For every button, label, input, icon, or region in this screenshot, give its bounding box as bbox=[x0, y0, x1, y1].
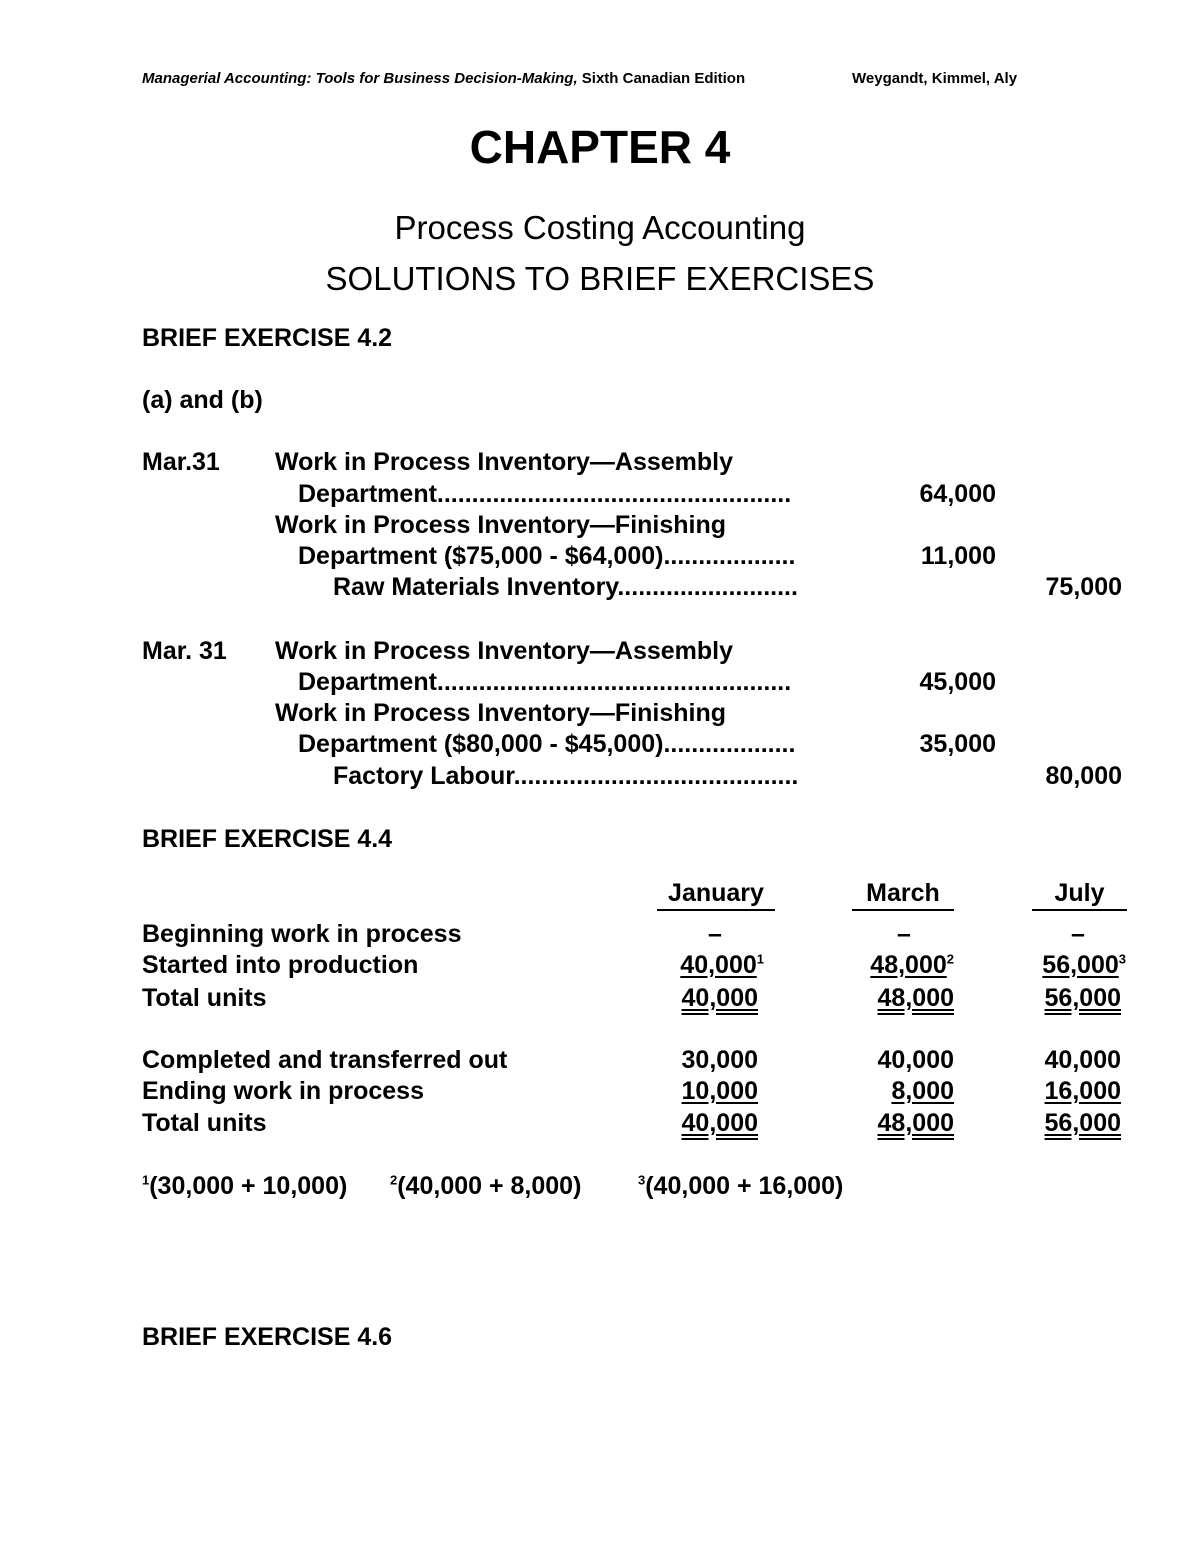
cell-ending-wip-july: 16,000 bbox=[1044, 1077, 1121, 1105]
row-label-ending-wip: Ending work in process bbox=[142, 1077, 424, 1105]
row-label-completed: Completed and transferred out bbox=[142, 1046, 508, 1074]
entry1-debit1-account: Work in Process Inventory—Assembly bbox=[275, 448, 734, 476]
entry2-date: Mar. 31 bbox=[142, 637, 227, 665]
footnote-2-mark: 2 bbox=[390, 1172, 398, 1188]
cell-total-units-2-july: 56,000 bbox=[1044, 1109, 1121, 1137]
entry1-debit2-dept: Department ($75,000 - $64,000)................... bbox=[298, 542, 796, 570]
cell-completed-march: 40,000 bbox=[877, 1046, 954, 1074]
entry2-debit1-account: Work in Process Inventory—Assembly bbox=[275, 637, 734, 665]
entry2-debit2-dept: Department ($80,000 - $45,000)................... bbox=[298, 730, 796, 758]
cell-completed-july: 40,000 bbox=[1044, 1046, 1121, 1074]
cell-started-march-value: 48,000 bbox=[870, 951, 947, 979]
column-header-january: January bbox=[657, 879, 775, 911]
cell-total-units-1-july: 56,000 bbox=[1044, 984, 1121, 1012]
be42-heading: BRIEF EXERCISE 4.2 bbox=[142, 324, 393, 352]
be44-heading: BRIEF EXERCISE 4.4 bbox=[142, 825, 393, 853]
cell-started-january-value: 40,000 bbox=[680, 951, 757, 979]
entry2-debit2-amount: 35,000 bbox=[919, 730, 996, 758]
entry2-credit-account: Factory Labour......................................... bbox=[333, 762, 799, 790]
footnote-1 bbox=[142, 1172, 347, 1201]
cell-total-units-2-march: 48,000 bbox=[877, 1109, 954, 1137]
column-header-march: March bbox=[852, 879, 954, 911]
running-header-authors: Weygandt, Kimmel, Aly bbox=[852, 70, 1018, 87]
row-label-started: Started into production bbox=[142, 951, 419, 979]
row-label-total-units-1: Total units bbox=[142, 984, 267, 1012]
footnote-3-mark: 3 bbox=[638, 1172, 646, 1188]
running-header-book bbox=[142, 70, 745, 87]
footnote-1-mark: 1 bbox=[142, 1172, 150, 1188]
chapter-subtitle: Process Costing Accounting bbox=[394, 209, 806, 246]
cell-total-units-1-march: 48,000 bbox=[877, 984, 954, 1012]
entry1-debit1-dept: Department................................................... bbox=[298, 480, 792, 508]
be42-part-label: (a) and (b) bbox=[142, 386, 263, 414]
book-title: Managerial Accounting: Tools for Business Decision-Making, bbox=[142, 70, 578, 87]
cell-beginning-wip-july: – bbox=[1071, 920, 1085, 948]
cell-started-july-value: 56,000 bbox=[1042, 951, 1119, 979]
cell-started-january bbox=[620, 951, 764, 980]
entry1-debit2-amount: 11,000 bbox=[920, 542, 996, 570]
cell-started-march bbox=[810, 951, 954, 980]
cell-ending-wip-january: 10,000 bbox=[681, 1077, 758, 1105]
cell-completed-january: 30,000 bbox=[681, 1046, 758, 1074]
cell-ending-wip-march: 8,000 bbox=[891, 1077, 954, 1105]
footnote-2-text: (40,000 + 8,000) bbox=[397, 1172, 582, 1200]
entry2-debit2-account: Work in Process Inventory—Finishing bbox=[275, 699, 727, 727]
section-title: SOLUTIONS TO BRIEF EXERCISES bbox=[325, 260, 875, 297]
entry1-debit2-account: Work in Process Inventory—Finishing bbox=[275, 511, 727, 539]
entry1-date: Mar.31 bbox=[142, 448, 220, 476]
footnote-2 bbox=[390, 1172, 581, 1201]
entry1-debit1-amount: 64,000 bbox=[919, 480, 996, 508]
cell-started-july bbox=[980, 951, 1126, 980]
footnote-3 bbox=[638, 1172, 843, 1201]
entry2-debit1-amount: 45,000 bbox=[919, 668, 996, 696]
cell-total-units-2-january: 40,000 bbox=[681, 1109, 758, 1137]
chapter-title: CHAPTER 4 bbox=[469, 121, 731, 173]
column-header-july: July bbox=[1032, 879, 1127, 911]
row-label-beginning-wip: Beginning work in process bbox=[142, 920, 462, 948]
cell-beginning-wip-january: – bbox=[708, 920, 722, 948]
entry1-credit-amount: 75,000 bbox=[1045, 573, 1122, 601]
footnote-mark-2: 2 bbox=[946, 951, 954, 967]
cell-total-units-1-january: 40,000 bbox=[681, 984, 758, 1012]
footnote-mark-3: 3 bbox=[1118, 951, 1126, 967]
be46-heading: BRIEF EXERCISE 4.6 bbox=[142, 1323, 393, 1351]
book-edition: Sixth Canadian Edition bbox=[577, 70, 746, 87]
footnote-3-text: (40,000 + 16,000) bbox=[645, 1172, 844, 1200]
cell-beginning-wip-march: – bbox=[897, 920, 911, 948]
entry2-credit-amount: 80,000 bbox=[1045, 762, 1122, 790]
footnote-1-text: (30,000 + 10,000) bbox=[149, 1172, 348, 1200]
row-label-total-units-2: Total units bbox=[142, 1109, 267, 1137]
entry1-credit-account: Raw Materials Inventory.......................... bbox=[333, 573, 798, 601]
footnote-mark-1: 1 bbox=[756, 951, 764, 967]
entry2-debit1-dept: Department................................................... bbox=[298, 668, 792, 696]
